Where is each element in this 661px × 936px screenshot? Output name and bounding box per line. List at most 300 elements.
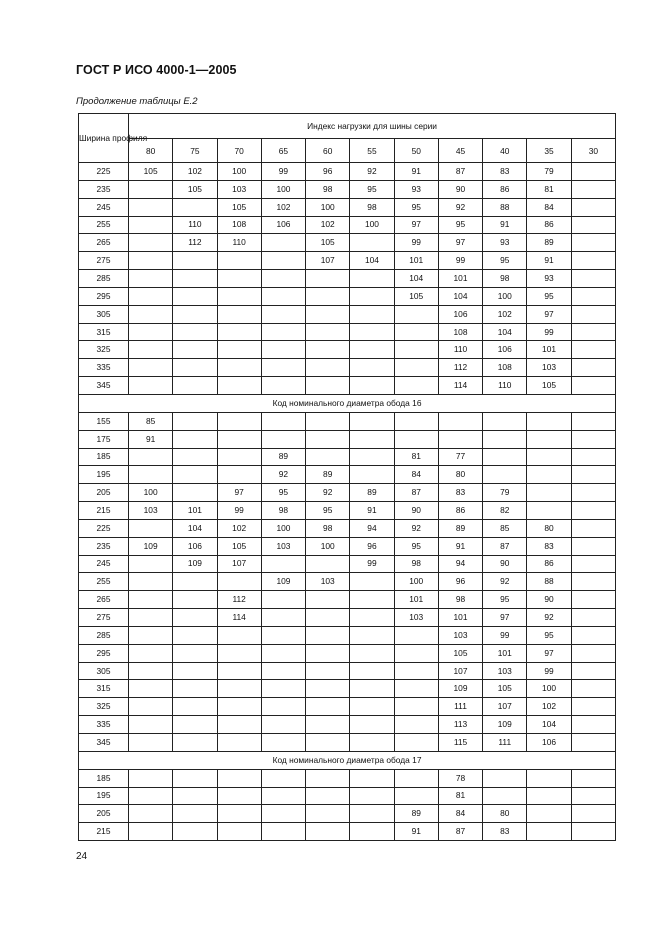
load-index-cell: [261, 287, 305, 305]
series-header-80: 80: [129, 139, 173, 163]
load-index-cell: [129, 466, 173, 484]
load-index-cell: 111: [483, 734, 527, 752]
load-index-cell: 97: [527, 305, 571, 323]
load-index-cell: [394, 644, 438, 662]
load-index-cell: 80: [483, 805, 527, 823]
load-index-cell: [217, 448, 261, 466]
load-index-cell: [129, 805, 173, 823]
load-index-cell: [306, 555, 350, 573]
load-index-cell: [173, 698, 217, 716]
load-index-cell: [350, 466, 394, 484]
load-index-cell: 99: [438, 252, 482, 270]
load-index-cell: 109: [129, 537, 173, 555]
load-index-cell: [306, 591, 350, 609]
table-row: [79, 448, 616, 466]
table-row: [79, 591, 616, 609]
load-index-cell: [261, 234, 305, 252]
load-index-cell: 104: [483, 323, 527, 341]
load-index-cell: 92: [350, 163, 394, 181]
load-index-cell: 109: [483, 716, 527, 734]
load-index-cell: [129, 341, 173, 359]
load-index-cell: [394, 626, 438, 644]
load-index-cell: 87: [438, 823, 482, 841]
load-index-cell: [571, 591, 615, 609]
load-index-cell: [571, 484, 615, 502]
table-row: [79, 412, 616, 430]
load-index-cell: 102: [306, 216, 350, 234]
series-header-70: 70: [217, 139, 261, 163]
load-index-cell: 102: [261, 198, 305, 216]
table-row: [79, 680, 616, 698]
load-index-cell: 100: [483, 287, 527, 305]
load-index-cell: 81: [394, 448, 438, 466]
load-index-cell: 102: [527, 698, 571, 716]
load-index-cell: [571, 609, 615, 627]
load-index-cell: [173, 341, 217, 359]
load-index-cell: [261, 555, 305, 573]
load-index-cell: [173, 591, 217, 609]
load-index-cell: 95: [527, 287, 571, 305]
load-index-cell: [571, 180, 615, 198]
table-row: [79, 163, 616, 181]
load-index-cell: 101: [438, 270, 482, 288]
section-heading-row: [79, 394, 616, 412]
table-row: [79, 484, 616, 502]
load-index-cell: [350, 359, 394, 377]
load-index-cell: [261, 377, 305, 395]
load-index-cell: 95: [350, 180, 394, 198]
load-index-cell: [527, 412, 571, 430]
load-index-cell: [306, 662, 350, 680]
load-index-cell: 96: [306, 163, 350, 181]
load-index-cell: [217, 323, 261, 341]
load-index-cell: 101: [173, 502, 217, 520]
load-index-cell: [350, 377, 394, 395]
load-index-cell: 98: [350, 198, 394, 216]
load-index-cell: [261, 430, 305, 448]
profile-width-cell: 265: [79, 234, 129, 252]
load-index-cell: 95: [261, 484, 305, 502]
load-index-cell: [394, 716, 438, 734]
load-index-cell: [261, 787, 305, 805]
load-index-cell: 85: [483, 519, 527, 537]
load-index-cell: 108: [217, 216, 261, 234]
load-index-cell: 103: [483, 662, 527, 680]
load-index-cell: [306, 734, 350, 752]
profile-width-cell: 285: [79, 626, 129, 644]
load-index-cell: [261, 305, 305, 323]
load-index-cell: 105: [394, 287, 438, 305]
document-title: ГОСТ Р ИСО 4000-1—2005: [76, 63, 237, 77]
profile-width-cell: 225: [79, 519, 129, 537]
load-index-cell: [173, 377, 217, 395]
profile-width-cell: 325: [79, 341, 129, 359]
load-index-cell: [394, 698, 438, 716]
load-index-cell: [261, 626, 305, 644]
load-index-cell: [261, 823, 305, 841]
load-index-cell: [394, 412, 438, 430]
load-index-cell: 94: [438, 555, 482, 573]
load-index-cell: [129, 198, 173, 216]
load-index-cell: [217, 734, 261, 752]
load-index-cell: 89: [438, 519, 482, 537]
load-index-cell: 95: [483, 252, 527, 270]
load-index-cell: [261, 270, 305, 288]
load-index-cell: 98: [438, 591, 482, 609]
load-index-cell: [129, 734, 173, 752]
load-index-cell: [173, 323, 217, 341]
profile-width-cell: 185: [79, 448, 129, 466]
load-index-cell: [350, 805, 394, 823]
load-index-cell: 83: [483, 823, 527, 841]
load-index-cell: [350, 680, 394, 698]
load-index-cell: [483, 466, 527, 484]
load-index-cell: 88: [483, 198, 527, 216]
load-index-cell: 98: [306, 180, 350, 198]
table-row: [79, 234, 616, 252]
load-index-cell: [173, 448, 217, 466]
load-index-cell: [571, 287, 615, 305]
table-row: [79, 359, 616, 377]
load-index-cell: [261, 805, 305, 823]
load-index-cell: [129, 591, 173, 609]
load-index-cell: [261, 609, 305, 627]
load-index-cell: 112: [173, 234, 217, 252]
rim-diameter-heading: Код номинального диаметра обода 17: [79, 751, 616, 769]
load-index-cell: 87: [438, 163, 482, 181]
load-index-cell: [217, 644, 261, 662]
load-index-cell: [261, 716, 305, 734]
load-index-cell: 77: [438, 448, 482, 466]
load-index-cell: 104: [438, 287, 482, 305]
load-index-cell: 95: [394, 198, 438, 216]
load-index-cell: [350, 573, 394, 591]
load-index-cell: 99: [350, 555, 394, 573]
load-index-cell: 89: [306, 466, 350, 484]
series-header-50: 50: [394, 139, 438, 163]
table-row: [79, 341, 616, 359]
load-index-cell: [306, 377, 350, 395]
load-index-cell: [571, 377, 615, 395]
load-index-cell: 114: [438, 377, 482, 395]
table-row: [79, 698, 616, 716]
load-index-cell: [438, 412, 482, 430]
load-index-cell: 105: [217, 537, 261, 555]
load-index-cell: 107: [438, 662, 482, 680]
load-index-cell: 113: [438, 716, 482, 734]
load-index-cell: [394, 377, 438, 395]
load-index-cell: 87: [483, 537, 527, 555]
load-index-cell: 91: [527, 252, 571, 270]
load-index-cell: [129, 644, 173, 662]
load-index-cell: [571, 163, 615, 181]
load-index-cell: 100: [527, 680, 571, 698]
load-index-cell: [571, 359, 615, 377]
rim-diameter-heading: Код номинального диаметра обода 16: [79, 394, 616, 412]
load-index-cell: [129, 323, 173, 341]
load-index-cell: [217, 270, 261, 288]
load-index-cell: 101: [483, 644, 527, 662]
load-index-cell: [350, 430, 394, 448]
load-index-cell: [306, 787, 350, 805]
load-index-cell: 111: [438, 698, 482, 716]
load-index-cell: 86: [527, 555, 571, 573]
load-index-cell: [306, 626, 350, 644]
load-index-cell: 105: [483, 680, 527, 698]
load-index-cell: [217, 787, 261, 805]
load-index-cell: 101: [527, 341, 571, 359]
load-index-table: [78, 113, 616, 841]
load-index-cell: 104: [350, 252, 394, 270]
load-index-cell: [129, 626, 173, 644]
load-index-cell: [350, 698, 394, 716]
load-index-cell: [571, 430, 615, 448]
load-index-cell: [217, 823, 261, 841]
table-row: [79, 430, 616, 448]
load-index-cell: 89: [261, 448, 305, 466]
load-index-cell: 83: [438, 484, 482, 502]
load-index-cell: 110: [173, 216, 217, 234]
table-row: [79, 198, 616, 216]
load-index-cell: 94: [350, 519, 394, 537]
profile-width-cell: 315: [79, 680, 129, 698]
series-header-40: 40: [483, 139, 527, 163]
load-index-cell: [527, 502, 571, 520]
load-index-cell: [129, 216, 173, 234]
profile-width-cell: 325: [79, 698, 129, 716]
load-index-cell: [306, 716, 350, 734]
load-index-cell: [527, 466, 571, 484]
load-index-cell: 95: [483, 591, 527, 609]
load-index-cell: 93: [527, 270, 571, 288]
load-index-cell: 115: [438, 734, 482, 752]
load-index-cell: 86: [438, 502, 482, 520]
load-index-cell: [173, 252, 217, 270]
series-header-75: 75: [173, 139, 217, 163]
load-index-cell: 90: [527, 591, 571, 609]
load-index-cell: [129, 698, 173, 716]
profile-width-cell: 155: [79, 412, 129, 430]
profile-width-cell: 305: [79, 662, 129, 680]
load-index-cell: 95: [438, 216, 482, 234]
load-index-cell: [173, 484, 217, 502]
load-index-cell: [483, 448, 527, 466]
load-index-cell: 100: [394, 573, 438, 591]
profile-width-cell: 205: [79, 805, 129, 823]
load-index-cell: [571, 644, 615, 662]
load-index-cell: 93: [483, 234, 527, 252]
load-index-cell: 107: [483, 698, 527, 716]
load-index-cell: [129, 377, 173, 395]
load-index-cell: [217, 359, 261, 377]
load-index-cell: 101: [438, 609, 482, 627]
load-index-cell: [571, 805, 615, 823]
table-caption: Продолжение таблицы Е.2: [76, 96, 198, 107]
load-index-cell: [571, 787, 615, 805]
load-index-cell: 104: [527, 716, 571, 734]
load-index-cell: 112: [438, 359, 482, 377]
table-row: [79, 787, 616, 805]
load-index-cell: 99: [527, 323, 571, 341]
load-index-cell: [306, 769, 350, 787]
table-row: [79, 573, 616, 591]
load-index-cell: 79: [483, 484, 527, 502]
load-index-cell: [394, 769, 438, 787]
load-index-cell: 95: [394, 537, 438, 555]
load-index-cell: 84: [527, 198, 571, 216]
load-index-cell: [129, 769, 173, 787]
load-index-cell: 100: [350, 216, 394, 234]
load-index-cell: [571, 626, 615, 644]
load-index-cell: [261, 662, 305, 680]
load-index-cell: [571, 573, 615, 591]
load-index-cell: [527, 769, 571, 787]
load-index-cell: 103: [261, 537, 305, 555]
load-index-cell: 99: [527, 662, 571, 680]
load-index-cell: 114: [217, 609, 261, 627]
load-index-cell: [306, 609, 350, 627]
load-index-cell: [129, 716, 173, 734]
load-index-cell: 81: [438, 787, 482, 805]
load-index-cell: [129, 609, 173, 627]
profile-width-header: Ширина профиля: [79, 114, 129, 163]
load-index-cell: [306, 412, 350, 430]
load-index-cell: [173, 198, 217, 216]
load-index-cell: [394, 341, 438, 359]
load-index-cell: [438, 430, 482, 448]
load-index-cell: 91: [129, 430, 173, 448]
profile-width-cell: 215: [79, 502, 129, 520]
load-index-cell: [173, 644, 217, 662]
load-index-cell: 106: [438, 305, 482, 323]
load-index-cell: 112: [217, 591, 261, 609]
load-index-cell: [129, 359, 173, 377]
load-index-cell: 80: [438, 466, 482, 484]
load-index-cell: [571, 234, 615, 252]
profile-width-cell: 295: [79, 644, 129, 662]
load-index-cell: 103: [217, 180, 261, 198]
load-index-cell: 95: [306, 502, 350, 520]
profile-width-cell: 275: [79, 252, 129, 270]
table-row: [79, 644, 616, 662]
load-index-cell: [306, 644, 350, 662]
table-row: [79, 252, 616, 270]
load-index-cell: [350, 287, 394, 305]
load-index-cell: [173, 287, 217, 305]
load-index-cell: [394, 734, 438, 752]
load-index-cell: [129, 234, 173, 252]
load-index-cell: [350, 591, 394, 609]
load-index-cell: [173, 716, 217, 734]
table-row: [79, 216, 616, 234]
load-index-cell: [217, 377, 261, 395]
load-index-cell: 98: [261, 502, 305, 520]
table-row: [79, 823, 616, 841]
load-index-cell: [129, 287, 173, 305]
load-index-cell: 78: [438, 769, 482, 787]
load-index-cell: [306, 680, 350, 698]
load-index-cell: [571, 698, 615, 716]
load-index-cell: 106: [483, 341, 527, 359]
load-index-cell: 99: [217, 502, 261, 520]
load-index-cell: 82: [483, 502, 527, 520]
load-index-cell: [129, 573, 173, 591]
profile-width-cell: 315: [79, 323, 129, 341]
profile-width-cell: 205: [79, 484, 129, 502]
load-index-cell: [129, 270, 173, 288]
load-index-cell: [129, 519, 173, 537]
load-index-cell: [306, 305, 350, 323]
load-index-cell: [483, 787, 527, 805]
table-row: [79, 377, 616, 395]
load-index-cell: [261, 644, 305, 662]
load-index-cell: 92: [527, 609, 571, 627]
load-index-cell: 101: [394, 252, 438, 270]
load-index-cell: 102: [217, 519, 261, 537]
series-header-35: 35: [527, 139, 571, 163]
load-index-cell: [173, 662, 217, 680]
load-index-cell: [217, 252, 261, 270]
load-index-cell: [217, 769, 261, 787]
profile-width-cell: 285: [79, 270, 129, 288]
load-index-cell: 91: [394, 823, 438, 841]
load-index-cell: 96: [350, 537, 394, 555]
load-index-cell: 79: [527, 163, 571, 181]
load-index-cell: [571, 448, 615, 466]
load-index-cell: 89: [350, 484, 394, 502]
load-index-cell: [217, 412, 261, 430]
load-index-cell: 109: [438, 680, 482, 698]
load-index-cell: [571, 823, 615, 841]
load-index-cell: [571, 412, 615, 430]
load-index-cell: [306, 823, 350, 841]
profile-width-cell: 255: [79, 216, 129, 234]
table-row: [79, 555, 616, 573]
load-index-cell: [306, 270, 350, 288]
load-index-cell: [129, 680, 173, 698]
load-index-cell: [571, 680, 615, 698]
load-index-cell: 84: [394, 466, 438, 484]
profile-width-cell: 195: [79, 466, 129, 484]
load-index-cell: [571, 323, 615, 341]
load-index-cell: 110: [438, 341, 482, 359]
load-index-cell: [261, 252, 305, 270]
load-index-cell: 89: [527, 234, 571, 252]
load-index-cell: 103: [438, 626, 482, 644]
table-row: [79, 466, 616, 484]
load-index-cell: 100: [306, 537, 350, 555]
table-row: [79, 662, 616, 680]
load-index-cell: [350, 270, 394, 288]
load-index-cell: [350, 448, 394, 466]
load-index-cell: [306, 287, 350, 305]
load-index-cell: 98: [306, 519, 350, 537]
load-index-cell: [571, 734, 615, 752]
load-index-cell: 84: [438, 805, 482, 823]
load-index-cell: [571, 662, 615, 680]
load-index-cell: 105: [217, 198, 261, 216]
load-index-cell: [173, 734, 217, 752]
load-index-cell: [527, 823, 571, 841]
load-index-cell: [306, 430, 350, 448]
load-index-cell: 91: [394, 163, 438, 181]
load-index-cell: 92: [438, 198, 482, 216]
profile-width-cell: 215: [79, 823, 129, 841]
load-index-cell: 86: [527, 216, 571, 234]
load-index-cell: 100: [217, 163, 261, 181]
load-index-cell: 86: [483, 180, 527, 198]
load-index-cell: 103: [306, 573, 350, 591]
